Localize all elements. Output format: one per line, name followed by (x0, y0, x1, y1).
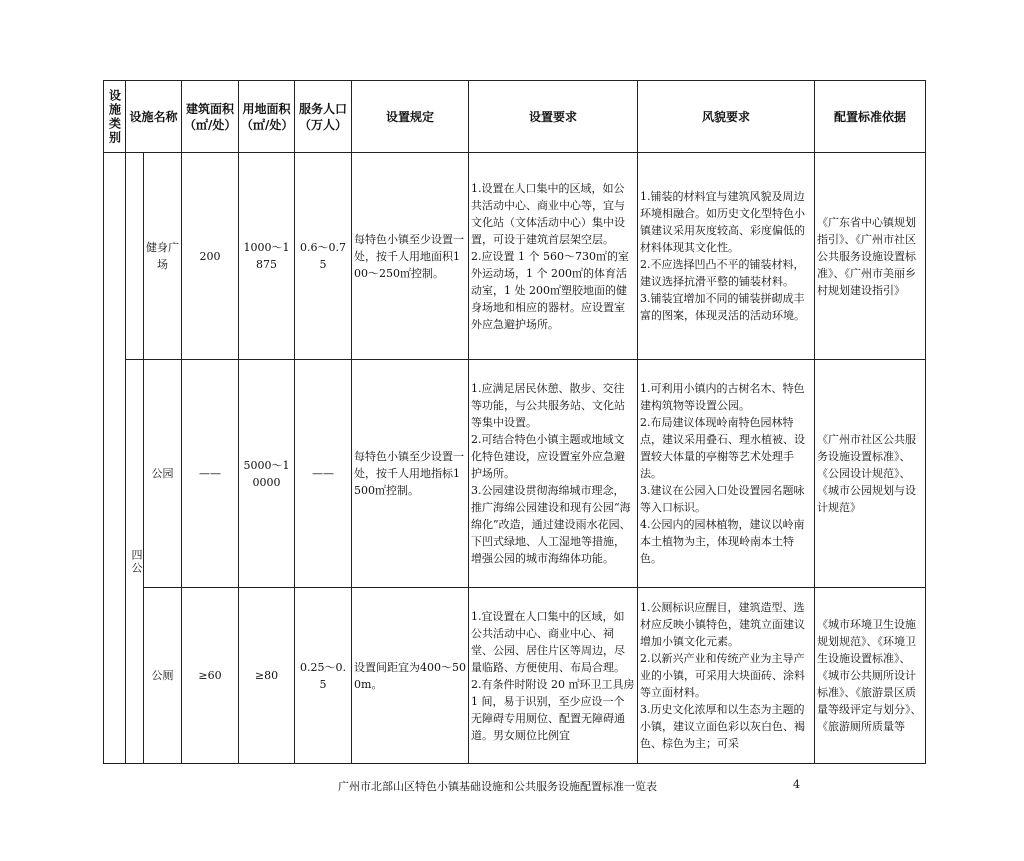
header-building-area: 建筑面积（㎡/处） (182, 81, 239, 153)
building-area: —— (182, 360, 239, 588)
header-service-pop: 服务人口（万人） (295, 81, 352, 153)
requirement-text: 1.应满足居民休憩、散步、交往等功能，与公共服务站、文化站等集中设置。 2.可结合特色小镇主题或地域文化特色建设，应设置室外应急避护场所。 3.公园建设贯彻海绵城市理念，推广海绵公园建设和现有公园“海绵化”改造，通过建设雨水花园、下凹式绿地、人工湿地等措施，增强公园的城市海绵体功能。 (469, 360, 638, 588)
rule-text: 设置间距宜为400～500m。 (352, 588, 469, 764)
requirement-text: 1.设置在人口集中的区域，如公共活动中心、商业中心等，宜与文化站（文体活动中心）集中设置，可设于建筑首层架空层。 2.应设置 1 个 560～730㎡的室外运动场，1 个 200㎡的体育活动室，1 处 200㎡塑胶地面的健身场地和相应的器材。应设置室外应急避护场所。 (469, 153, 638, 360)
style-text: 1.可利用小镇内的古树名木、特色建构筑物等设置公园。 2.布局建议体现岭南特色园林特点，建议采用叠石、理水植被、设置较大体量的亭榭等艺术处理手法。 3.建议在公园入口处设置园名题咏等入口标识。 4.公园内的园林植物，建议以岭南本土植物为主，体现岭南本土特色。 (638, 360, 815, 588)
header-requirement: 设置要求 (469, 81, 638, 153)
basis-text: 《广东省中心镇规划指引》、《广州市社区公共服务设施设置标准》、《广州市美丽乡村规划建设指引》 (815, 153, 926, 360)
building-area: ≥60 (182, 588, 239, 764)
table-row (104, 153, 926, 360)
footer-title: 广州市北部山区特色小镇基础设施和公共服务设施配置标准一览表 (338, 780, 657, 793)
land-area: ≥80 (239, 588, 295, 764)
facility-name: 公厕 (144, 588, 182, 764)
service-pop: 0.6～0.75 (295, 153, 352, 360)
header-row (104, 81, 926, 153)
requirement-text: 1.宜设置在人口集中的区域，如公共活动中心、商业中心、祠堂、公园、居住片区等周边，尽量临路、方便使用、布局合理。 2.有条件时附设 20 ㎡环卫工具房 1 间，易于识别，至少应设一个无障碍专用厕位、配置无障碍通道。男女厕位比例宜 (469, 588, 638, 764)
land-area: 5000～10000 (239, 360, 295, 588)
style-text: 1.铺装的材料宜与建筑风貌及周边环境相融合。如历史文化型特色小镇建议采用灰度较高、彩度偏低的材料体现其文化性。 2.不应选择凹凸不平的铺装材料，建议选择抗滑平整的铺装材料。 3.铺装宜增加不同的铺装拼砌成丰富的图案，体现灵活的活动环境。 (638, 153, 815, 360)
header-category: 设施类别 (104, 81, 126, 153)
group-label: 四公 (126, 360, 144, 764)
standards-table (103, 80, 926, 764)
header-land-area: 用地面积（㎡/处） (239, 81, 295, 153)
building-area: 200 (182, 153, 239, 360)
facility-name: 公园 (144, 360, 182, 588)
basis-text: 《城市环境卫生设施规划规范》、《环境卫生设施设置标准》、《城市公共厕所设计标准》、《旅游景区质量等级评定与划分》、《旅游厕所质量等 (815, 588, 926, 764)
group-blank-cell (126, 153, 144, 360)
table-row (104, 360, 926, 588)
basis-text: 《广州市社区公共服务设施设置标准》、《公园设计规范》、《城市公园规划与设计规范》 (815, 360, 926, 588)
header-name: 设施名称 (126, 81, 182, 153)
category-cell (104, 153, 126, 764)
page-number: 4 (793, 778, 800, 791)
style-text: 1.公厕标识应醒目，建筑造型、选材应反映小镇特色，建筑立面建议增加小镇文化元素。 2.以新兴产业和传统产业为主导产业的小镇，可采用大块面砖、涂料等立面材料。 3.历史文化浓厚和以生态为主题的小镇，建议立面色彩以灰白色、褐色、棕色为主；可采 (638, 588, 815, 764)
facility-name: 健身广场 (144, 153, 182, 360)
header-style: 风貌要求 (638, 81, 815, 153)
rule-text: 每特色小镇至少设置一处，按千人用地面积100～250㎡控制。 (352, 153, 469, 360)
table-row (104, 588, 926, 764)
land-area: 1000～1875 (239, 153, 295, 360)
rule-text: 每特色小镇至少设置一处，按千人用地指标1500㎡控制。 (352, 360, 469, 588)
header-basis: 配置标准依据 (815, 81, 926, 153)
service-pop: 0.25～0.5 (295, 588, 352, 764)
service-pop: —— (295, 360, 352, 588)
header-rule: 设置规定 (352, 81, 469, 153)
